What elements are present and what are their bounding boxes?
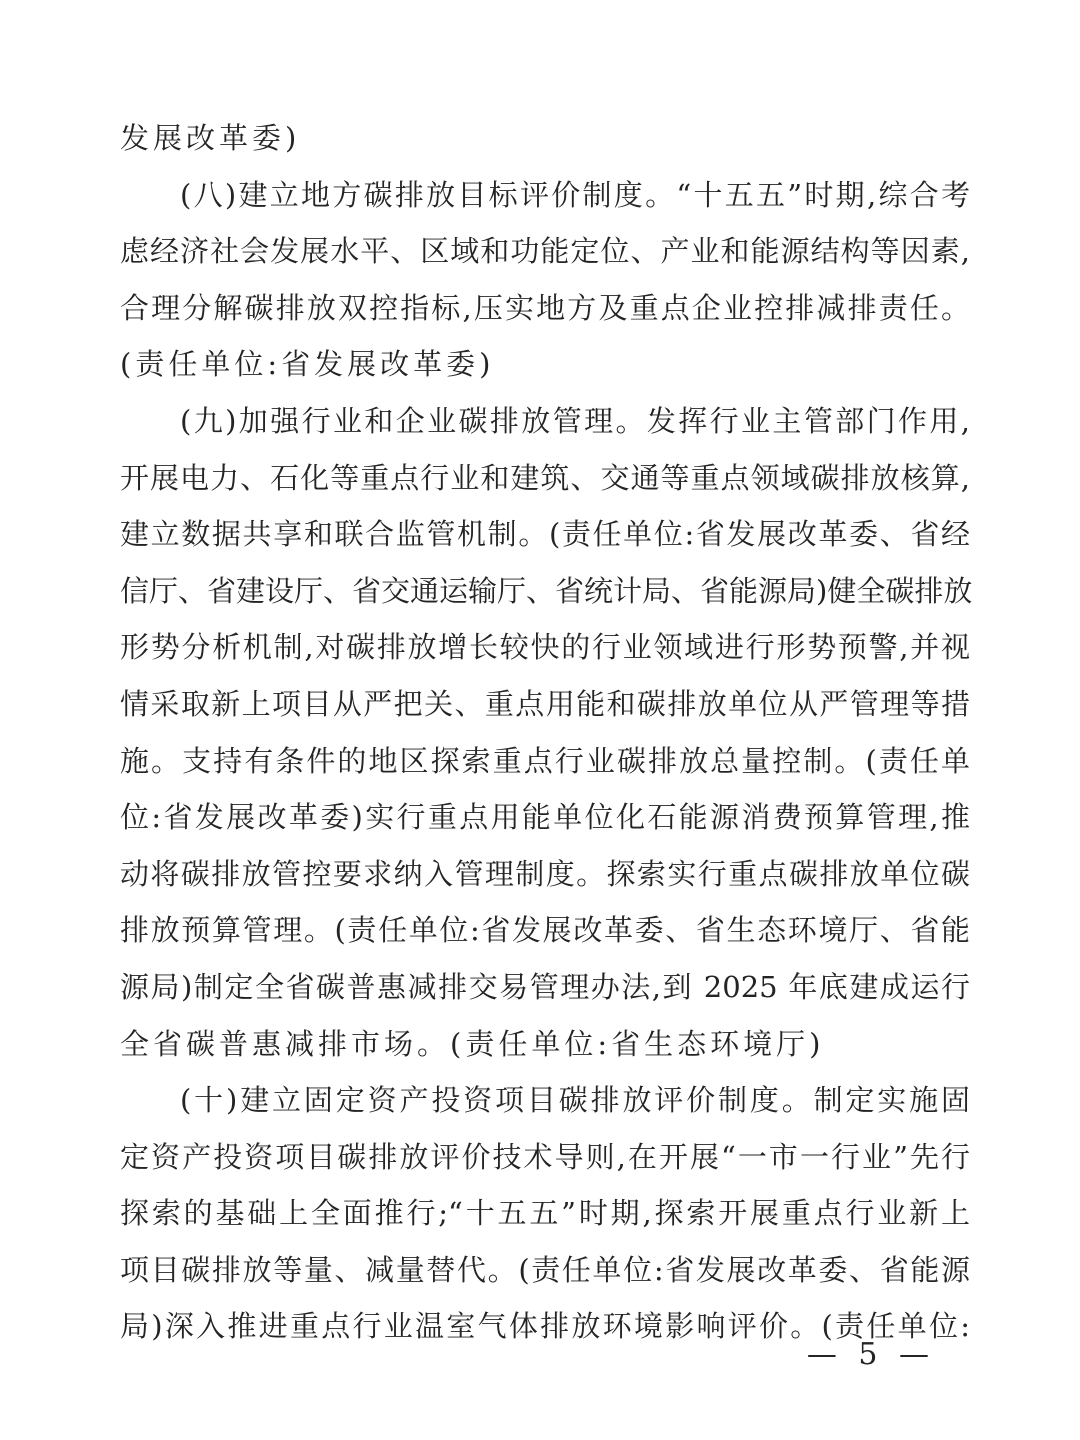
text-line: 建立数据共享和联合监管机制。(责任单位:省发展改革委、省经 (120, 517, 970, 552)
text-line: 位:省发展改革委)实行重点用能单位化石能源消费预算管理,推 (120, 800, 970, 835)
text-line: (九)加强行业和企业碳排放管理。发挥行业主管部门作用, (180, 403, 970, 438)
text-line: 项目碳排放等量、减量替代。(责任单位:省发展改革委、省能源 (120, 1252, 970, 1287)
text-line: 排放预算管理。(责任单位:省发展改革委、省生态环境厅、省能 (120, 913, 970, 948)
text-line: (责任单位:省发展改革委) (120, 347, 495, 382)
document-body (120, 110, 973, 1355)
text-line: 全省碳普惠减排市场。(责任单位:省生态环境厅) (120, 1026, 825, 1061)
text-line: 定资产投资项目碳排放评价技术导则,在开展“一市一行业”先行 (120, 1139, 970, 1174)
text-line: 虑经济社会发展水平、区域和功能定位、产业和能源结构等因素, (120, 234, 970, 269)
text-line: (八)建立地方碳排放目标评价制度。“十五五”时期,综合考 (180, 177, 970, 212)
text-line: 合理分解碳排放双控指标,压实地方及重点企业控排减排责任。 (120, 290, 970, 325)
page-number: — 5 — (806, 1337, 930, 1372)
text-line: (十)建立固定资产投资项目碳排放评价制度。制定实施固 (180, 1083, 970, 1118)
text-line: 开展电力、石化等重点行业和建筑、交通等重点领域碳排放核算, (120, 460, 970, 495)
text-line: 施。支持有条件的地区探索重点行业碳排放总量控制。(责任单 (120, 743, 970, 778)
text-line: 发展改革委) (120, 121, 301, 155)
text-line: 动将碳排放管控要求纳入管理制度。探索实行重点碳排放单位碳 (120, 856, 970, 891)
text-line: 探索的基础上全面推行;“十五五”时期,探索开展重点行业新上 (120, 1196, 970, 1231)
text-line: 情采取新上项目从严把关、重点用能和碳排放单位从严管理等措 (120, 686, 970, 721)
text-line: 源局)制定全省碳普惠减排交易管理办法,到 2025 年底建成运行 (120, 969, 970, 1004)
text-line: 形势分析机制,对碳排放增长较快的行业领域进行形势预警,并视 (120, 630, 970, 665)
text-line: 信厅、省建设厅、省交通运输厅、省统计局、省能源局)健全碳排放 (120, 573, 973, 608)
text-line: 局)深入推进重点行业温室气体排放环境影响评价。(责任单位: (120, 1309, 970, 1344)
